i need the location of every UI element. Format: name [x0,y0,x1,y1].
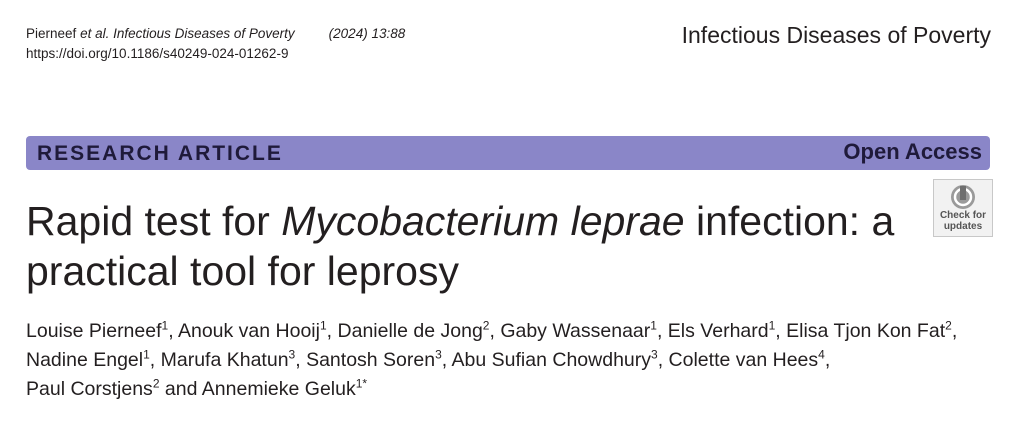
check-for-updates-line1: Check for [939,210,987,221]
author: Elisa Tjon Kon Fat$^2$, [786,318,958,342]
author: Gaby Wassenaar$^1$, [500,318,668,342]
author: Marufa Khatun$^3$, [160,347,307,371]
author: Anouk van Hooij$^1$, [177,318,338,342]
author: Louise Pierneef$^1$, [26,318,178,342]
journal-name: Infectious Diseases of Poverty [681,22,991,48]
author: Annemieke Geluk$^{1*}$ [201,376,368,400]
author: Paul Corstjens$^2$ and [26,376,202,400]
author-list [26,317,986,404]
title-part-2: infection: a practical tool for leprosy [26,198,895,294]
author: Danielle de Jong$^2$, [337,318,501,342]
author: Colette van Hees$^4$, [668,347,831,371]
article-type-banner [26,136,990,170]
doi-link[interactable]: https://doi.org/10.1186/s40249-024-01262-9 [26,46,289,61]
author: Abu Sufian Chowdhury$^3$, [451,347,669,371]
check-for-updates-line2: updates [943,221,983,232]
title-italic: Mycobacterium leprae [281,198,685,244]
article-type-label: RESEARCH ARTICLE [37,142,283,165]
citation-line [26,24,405,44]
check-for-updates-button[interactable] [933,179,993,237]
check-for-updates-icon [950,184,976,210]
author: Santosh Soren$^3$, [306,347,452,371]
title-part-1: Rapid test for [26,198,282,244]
open-access-label: Open Access [843,139,982,164]
author: Els Verhard$^1$, [667,318,787,342]
citation-journal: et al. Infectious Diseases of Poverty [80,26,295,41]
citation-year: (2024) 13:88 [328,26,406,41]
author: Nadine Engel$^1$, [26,347,161,371]
article-title [26,196,906,296]
citation-block [26,24,405,64]
citation-authors: Pierneef [26,26,77,41]
